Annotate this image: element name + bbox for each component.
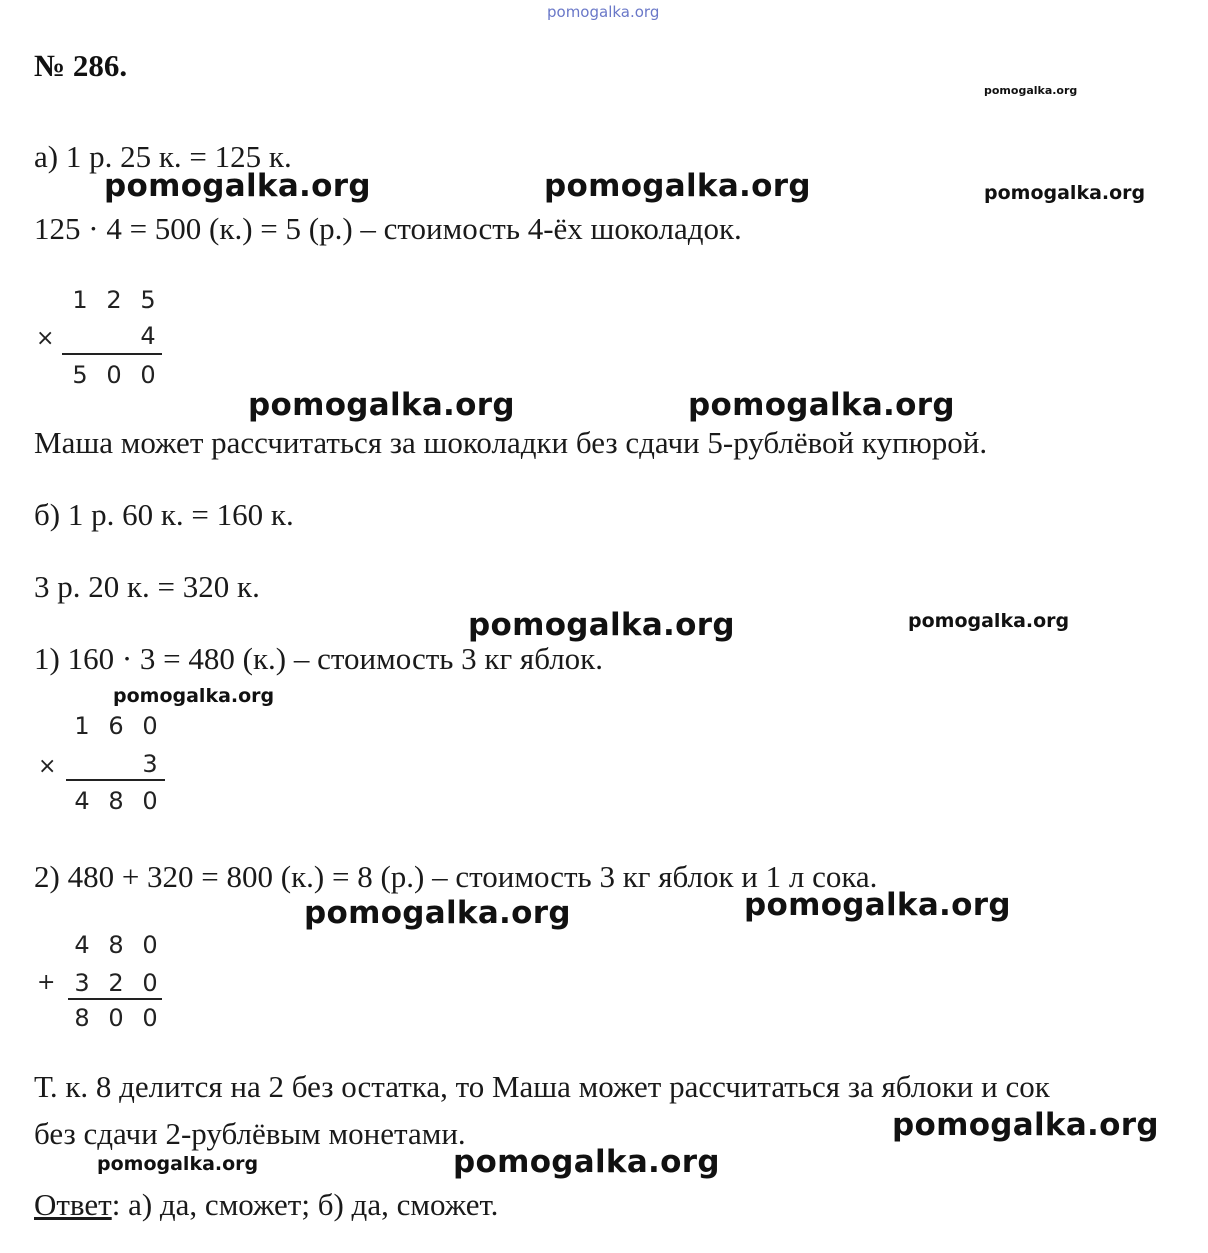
watermark-big: pomogalka.org [248,387,515,423]
calc-bar [68,998,162,1000]
calc-operator: + [37,970,56,995]
calc-digit: 0 [142,1004,158,1032]
calc-digit: 8 [108,931,124,959]
calc-bar [66,779,165,781]
watermark-big: pomogalka.org [688,387,955,423]
calc-digit: 0 [142,712,158,740]
part-b-line1: б) 1 р. 60 к. = 160 к. [34,497,294,532]
calc-digit: 2 [106,286,122,314]
calc-operator: × [36,326,55,351]
calc-digit: 4 [74,931,90,959]
answer [34,1187,498,1223]
watermark-big: pomogalka.org [453,1144,720,1180]
calc-digit: 5 [140,286,156,314]
calc-digit: 0 [106,361,122,389]
calc-digit: 0 [140,361,156,389]
calc-digit: 1 [72,286,88,314]
calc-digit: 2 [108,969,124,997]
watermark-big: pomogalka.org [468,607,735,643]
calc-digit: 0 [142,969,158,997]
watermark-big: pomogalka.org [544,168,811,204]
calc-bar [62,353,162,355]
watermark-big: pomogalka.org [744,887,1011,923]
calc-digit: 0 [142,931,158,959]
watermark-small: pomogalka.org [984,182,1146,204]
calc-operator: × [38,754,57,779]
watermark-big: pomogalka.org [892,1107,1159,1143]
part-a-line2: 125 · 4 = 500 (к.) = 5 (р.) – стоимость 4-ёх шоколадок. [34,211,742,246]
watermark-big: pomogalka.org [304,895,571,931]
calc-digit: 0 [142,787,158,815]
calc-digit: 4 [74,787,90,815]
problem-title: № 286. [34,48,128,83]
answer-text: : а) да, сможет; б) да, сможет. [111,1187,499,1222]
watermark-tiny: pomogalka.org [984,84,1078,97]
calc-digit: 8 [74,1004,90,1032]
calc-multiplication-b [32,710,172,820]
part-a-conclusion: Маша может рассчитаться за шоколадки без сдачи 5-рублёвой купюрой. [34,425,988,460]
part-b-line2: 3 р. 20 к. = 320 к. [34,569,260,604]
answer-label: Ответ [34,1187,112,1222]
calc-digit: 4 [140,322,156,350]
calc-digit: 3 [74,969,90,997]
watermark-big: pomogalka.org [104,168,371,204]
watermark-top: pomogalka.org [547,3,660,21]
part-b-conclusion-line1: Т. к. 8 делится на 2 без остатка, то Маша может рассчитаться за яблоки и сок [34,1069,1050,1104]
calc-digit: 0 [108,1004,124,1032]
calc-digit: 5 [72,361,88,389]
calc-multiplication-a [30,284,170,394]
calc-digit: 3 [142,750,158,778]
calc-digit: 8 [108,787,124,815]
part-b-conclusion-line2: без сдачи 2-рублёвым монетами. [34,1116,466,1151]
part-a-line1: а) 1 р. 25 к. = 125 к. [34,139,292,174]
watermark-small: pomogalka.org [113,685,275,707]
watermark-small: pomogalka.org [97,1153,259,1175]
calc-digit: 6 [108,712,124,740]
calc-addition-b [32,929,172,1039]
calc-digit: 1 [74,712,90,740]
watermark-small: pomogalka.org [908,610,1070,632]
part-b-step1: 1) 160 · 3 = 480 (к.) – стоимость 3 кг яблок. [34,641,603,676]
part-b-step2: 2) 480 + 320 = 800 (к.) = 8 (р.) – стоимость 3 кг яблок и 1 л сока. [34,859,878,894]
